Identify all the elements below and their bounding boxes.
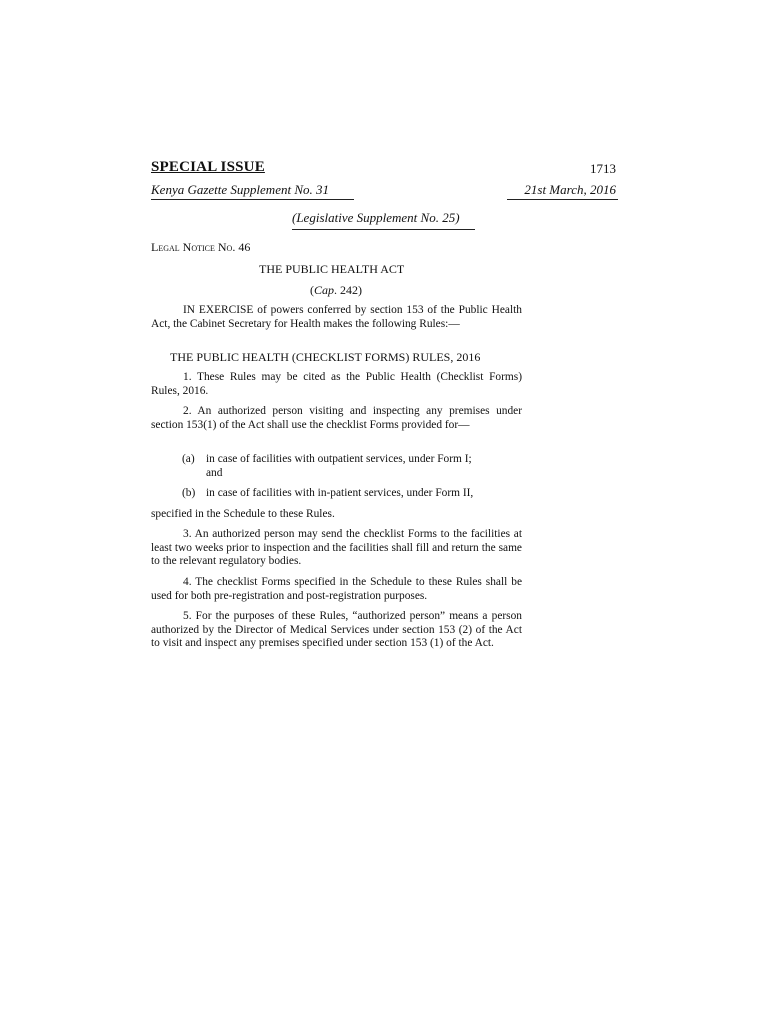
legislative-supplement-rule: [292, 229, 475, 230]
cap-number: . 242): [334, 283, 363, 297]
special-issue-heading: SPECIAL ISSUE: [151, 159, 265, 175]
page-number: 1713: [590, 161, 616, 176]
rule-4-paragraph: 4. The checklist Forms specified in the Schedule to these Rules shall be used for both pre-registration and post-registration purposes.: [151, 576, 522, 602]
enacting-clause: IN EXERCISE of powers conferred by section 153 of the Public Health Act, the Cabinet Secretary for Health makes the following Rules:—: [151, 304, 522, 330]
rule-3-paragraph: 3. An authorized person may send the checklist Forms to the facilities at least two weeks prior to inspection and the facilities shall fill and return the same to the relevant regulatory bodies.: [151, 528, 522, 567]
item-a-continuation: and: [206, 466, 223, 479]
cap-reference: [310, 283, 362, 298]
rule-2-paragraph: 2. An authorized person visiting and inspecting any premises under section 153(1) of the Act shall use the checklist Forms provided for—: [151, 405, 522, 431]
gazette-date: 21st March, 2016: [524, 182, 616, 197]
legal-notice-number: Legal Notice No. 46: [151, 240, 251, 254]
act-title: THE PUBLIC HEALTH ACT: [259, 262, 405, 276]
list-item-b: [182, 487, 527, 501]
gazette-supplement-name: Kenya Gazette Supplement No. 31: [151, 182, 329, 197]
specified-clause: specified in the Schedule to these Rules.: [151, 508, 335, 520]
rule-5-paragraph: 5. For the purposes of these Rules, “authorized person” means a person authorized by the Director of Medical Services under section 153 (2) of the Act to visit and inspect any premises specified under section 153 (1) of the Act.: [151, 610, 522, 649]
header-rule-right: [507, 199, 618, 200]
item-b-text: in case of facilities with in-patient services, under Form II,: [206, 487, 474, 499]
item-a-text: in case of facilities with outpatient services, under Form I;: [206, 453, 472, 465]
list-item-a: [182, 453, 527, 480]
cap-open: (: [310, 283, 314, 297]
item-a-marker: (a): [182, 453, 195, 465]
rule-1-paragraph: 1. These Rules may be cited as the Public Health (Checklist Forms) Rules, 2016.: [151, 371, 522, 397]
rules-title: THE PUBLIC HEALTH (CHECKLIST FORMS) RULES, 2016: [170, 350, 481, 364]
header-rule-left: [151, 199, 354, 200]
legislative-supplement: (Legislative Supplement No. 25): [292, 210, 460, 225]
item-b-marker: (b): [182, 487, 196, 499]
cap-label: Cap: [314, 283, 335, 297]
